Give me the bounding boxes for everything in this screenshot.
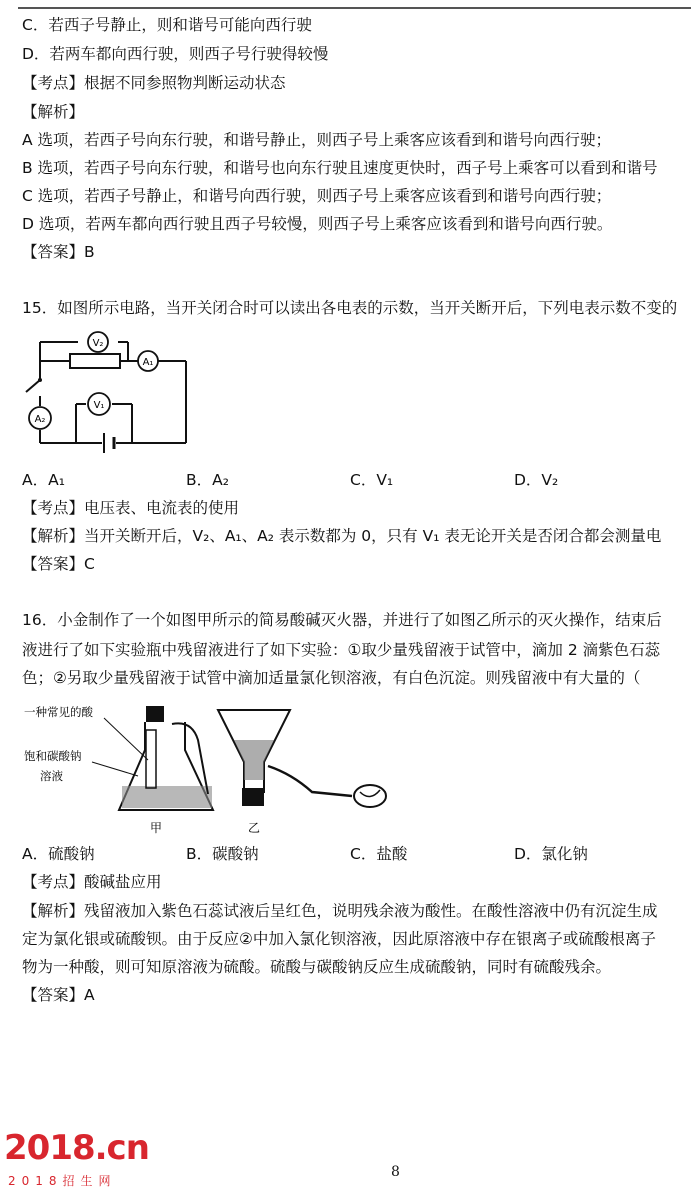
q16-option-b: B．碳酸钠 (186, 845, 259, 863)
meter-a1-label: A₁ (142, 357, 154, 368)
q15-kaodian: 【考点】电压表、电流表的使用 (22, 499, 240, 517)
meter-a1-icon (138, 351, 158, 371)
meter-v1-icon (88, 393, 110, 415)
q14-jiexi-b: B 选项，若西子号向东行驶，和谐号也向东行驶且速度更快时，西子号上乘客可以看到和谐号 (22, 159, 658, 177)
logo-sub-text: 2018招生网 (8, 1174, 117, 1188)
q14-kaodian: 【考点】根据不同参照物判断运动状态 (22, 74, 286, 92)
q16-stem-line-2: 液进行了如下实验瓶中残留液进行了如下实验：①取少量残留液于试管中，滴加 2 滴紫色石蕊 (22, 641, 661, 659)
q16-apparatus-figure (22, 700, 402, 840)
label-saturated-sodium-carbonate: 饱和碳酸钠 (24, 749, 82, 763)
q16-kaodian: 【考点】酸碱盐应用 (22, 873, 162, 891)
q15-answer: 【答案】C (22, 555, 95, 573)
top-rule (18, 7, 691, 9)
q15-option-a: A．A₁ (22, 471, 65, 489)
meter-v2-icon (88, 332, 108, 352)
logo-main-text: 2018.cn (4, 1128, 149, 1168)
q15-jiexi: 【解析】当开关断开后，V₂、A₁、A₂ 表示数都为 0，只有 V₁ 表无论开关是否闭合都会测量电 (22, 527, 662, 545)
q14-option-c: C．若西子号静止，则和谐号可能向西行驶 (22, 16, 312, 34)
q15-option-d: D．V₂ (514, 471, 559, 489)
q16-stem-line-1: 16．小金制作了一个如图甲所示的简易酸碱灭火器，并进行了如图乙所示的灭火操作，结束后 (22, 611, 662, 629)
caption-yi: 乙 (248, 821, 261, 835)
meter-a2-label: A₂ (34, 414, 46, 425)
meter-v1-label: V₁ (93, 400, 105, 411)
q14-jiexi-label: 【解析】 (22, 103, 85, 121)
flask-yi-icon (218, 710, 386, 807)
q16-option-a: A．硫酸钠 (22, 845, 95, 863)
q14-jiexi-d: D 选项，若两车都向西行驶且西子号较慢，则西子号上乘客应该看到和谐号向西行驶。 (22, 215, 613, 233)
q14-jiexi-a: A 选项，若西子号向东行驶，和谐号静止，则西子号上乘客应该看到和谐号向西行驶； (22, 131, 612, 149)
q15-stem: 15．如图所示电路，当开关闭合时可以读出各电表的示数，当开关断开后，下列电表示数不变的 (22, 299, 678, 317)
caption-jia: 甲 (150, 821, 163, 835)
q16-stem-line-3: 色；②另取少量残留液于试管中滴加适量氯化钡溶液，有白色沉淀。则残留液中有大量的（ (22, 669, 641, 687)
label-solution: 溶液 (40, 769, 63, 783)
q14-jiexi-c: C 选项，若西子号静止，和谐号向西行驶，则西子号上乘客应该看到和谐号向西行驶； (22, 187, 612, 205)
flask-jia-icon (119, 706, 213, 810)
q14-answer: 【答案】B (22, 243, 95, 261)
meter-v2-label: V₂ (92, 338, 104, 349)
q15-circuit-diagram (20, 320, 195, 455)
q16-option-c: C．盐酸 (350, 845, 408, 863)
meter-a2-icon (29, 407, 51, 429)
q16-answer: 【答案】A (22, 986, 95, 1004)
q16-option-d: D．氯化钠 (514, 845, 588, 863)
q14-option-d: D．若两车都向西行驶，则西子号行驶得较慢 (22, 45, 329, 63)
q16-jiexi-line-3: 物为一种酸，则可知原溶液为硫酸。硫酸与碳酸钠反应生成硫酸钠，同时有硫酸残余。 (22, 958, 612, 976)
q15-option-c: C．V₁ (350, 471, 394, 489)
label-acid: 一种常见的酸 (24, 705, 93, 719)
q16-jiexi-line-2: 定为氯化银或硫酸钡。由于反应②中加入氯化钡溶液，因此原溶液中存在银离子或硫酸根离子 (22, 930, 656, 948)
site-logo (4, 1128, 164, 1192)
q15-option-b: B．A₂ (186, 471, 229, 489)
page-number: 8 (391, 1164, 400, 1180)
q16-jiexi-line-1: 【解析】残留液加入紫色石蕊试液后呈红色，说明残余液为酸性。在酸性溶液中仍有沉淀生成 (22, 902, 658, 920)
